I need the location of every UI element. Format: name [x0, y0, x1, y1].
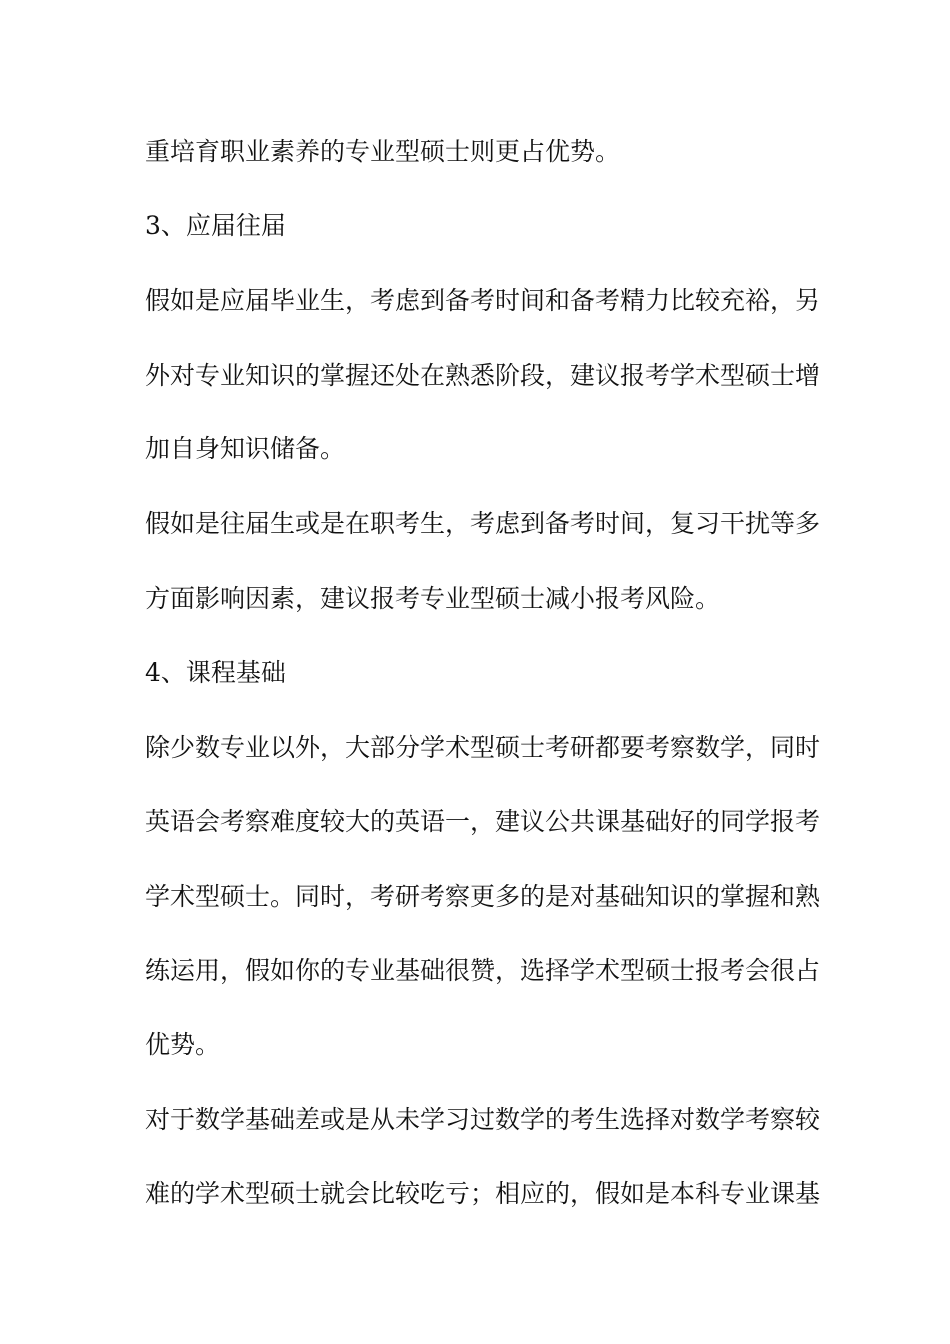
paragraph-line: 学术型硕士。同时，考研考察更多的是对基础知识的掌握和熟 [145, 882, 821, 911]
section-heading: 4、课程基础 [145, 658, 286, 687]
paragraph-line: 英语会考察难度较大的英语一，建议公共课基础好的同学报考 [145, 807, 821, 836]
paragraph-line: 除少数专业以外，大部分学术型硕士考研都要考察数学，同时 [145, 733, 821, 762]
paragraph-line: 对于数学基础差或是从未学习过数学的考生选择对数学考察较 [145, 1105, 821, 1134]
paragraph-line: 假如是往届生或是在职考生，考虑到备考时间，复习干扰等多 [145, 509, 821, 538]
paragraph-line: 加自身知识储备。 [145, 434, 346, 463]
paragraph-line: 难的学术型硕士就会比较吃亏；相应的，假如是本科专业课基 [145, 1179, 821, 1208]
section-heading: 3、应届往届 [145, 211, 286, 240]
paragraph-line: 优势。 [145, 1030, 221, 1059]
paragraph-line: 方面影响因素，建议报考专业型硕士减小报考风险。 [145, 584, 721, 613]
paragraph-line: 练运用，假如你的专业基础很赞，选择学术型硕士报考会很占 [145, 956, 821, 985]
paragraph-line: 外对专业知识的掌握还处在熟悉阶段，建议报考学术型硕士增 [145, 361, 821, 390]
paragraph-line: 假如是应届毕业生，考虑到备考时间和备考精力比较充裕，另 [145, 286, 821, 315]
paragraph-line: 重培育职业素养的专业型硕士则更占优势。 [145, 137, 621, 166]
